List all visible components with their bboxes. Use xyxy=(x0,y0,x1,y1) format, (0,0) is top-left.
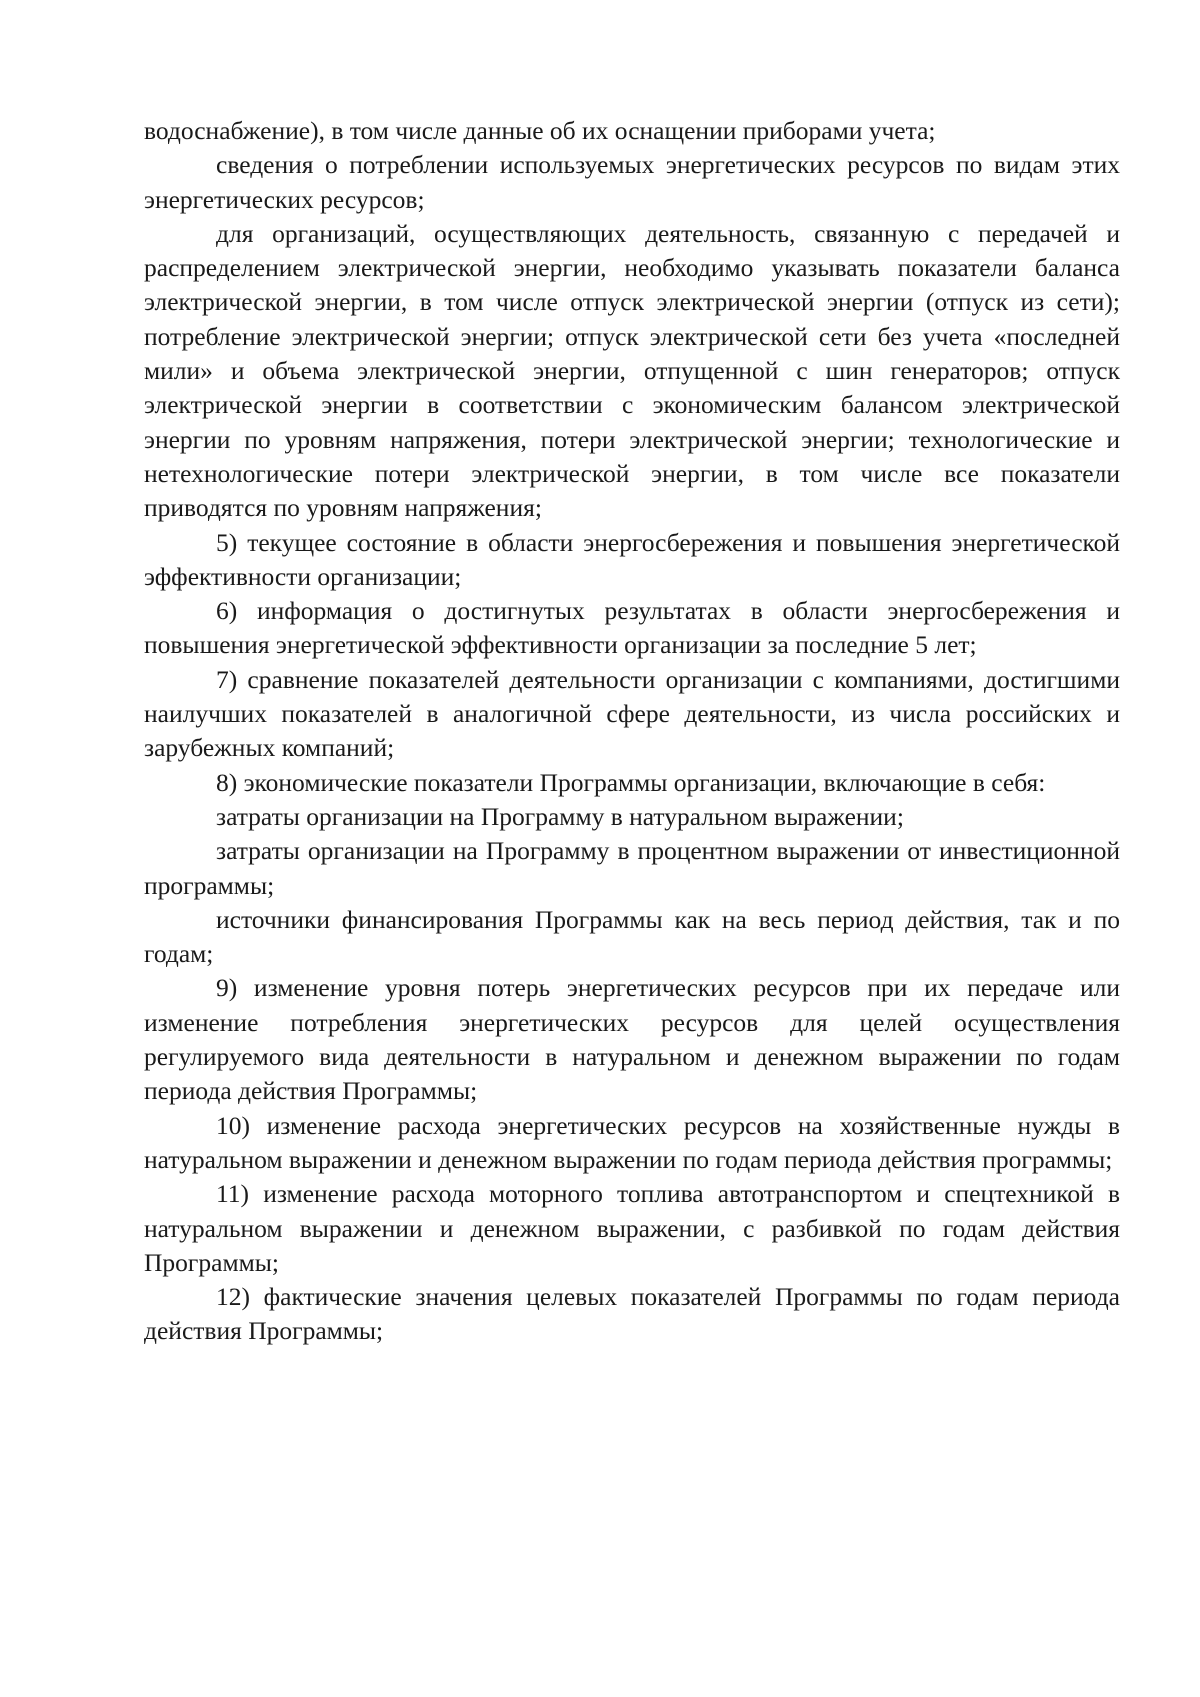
paragraph-item-8: 8) экономические показатели Программы организации, включающие в себя: xyxy=(216,767,1046,797)
paragraph-item-9: 9) изменение уровня потерь энергетических ресурсов при их передаче или изменение потребления энергетических ресурсов для целей осуществления регулируемого вида деятельности в натуральном и денежном выражении по годам периода действия Программы; xyxy=(144,973,1120,1106)
paragraph-item-11: 11) изменение расхода моторного топлива автотранспортом и спецтехникой в натуральном выражении и денежном выражении, с разбивкой по годам действия Программы; xyxy=(144,1179,1120,1277)
paragraph-continuation: водоснабжение), в том числе данные об их оснащении приборами учета; xyxy=(144,116,936,145)
document-body xyxy=(144,114,1120,1349)
paragraph-energy-consumption: сведения о потреблении используемых энергетических ресурсов по видам этих энергетических ресурсов; xyxy=(144,150,1120,214)
paragraph-item-10: 10) изменение расхода энергетических ресурсов на хозяйственные нужды в натуральном выражении и денежном выражении по годам периода действия программы; xyxy=(144,1110,1120,1174)
paragraph-item-7: 7) сравнение показателей деятельности организации с компаниями, достигшими наилучших показателей в аналогичной сфере деятельности, из числа российских и зарубежных компаний; xyxy=(144,664,1120,763)
paragraph-electricity-balance: для организаций, осуществляющих деятельность, связанную с передачей и распределением электрической энергии, необходимо указывать показатели баланса электрической энергии, в том числе отпуск электрической энергии (отпуск из сети); потребление электрической энергии; отпуск электрической сети без учета «последней мили» и объема электрической энергии, отпущенной с шин генераторов; отпуск электрической энергии в соответствии с экономическим балансом электрической энергии по уровням напряжения, потери электрической энергии; технологические и нетехнологические потери электрической энергии, в том числе все показатели приводятся по уровням напряжения; xyxy=(144,218,1120,523)
paragraph-item-5: 5) текущее состояние в области энергосбережения и повышения энергетической эффективности организации; xyxy=(144,527,1120,591)
paragraph-item-6: 6) информация о достигнутых результатах в области энергосбережения и повышения энергетической эффективности организации за последние 5 лет; xyxy=(144,596,1120,660)
paragraph-costs-natural: затраты организации на Программу в натуральном выражении; xyxy=(216,801,904,831)
paragraph-item-12: 12) фактические значения целевых показателей Программы по годам периода действия Программы; xyxy=(144,1282,1120,1346)
paragraph-costs-percent: затраты организации на Программу в процентном выражении от инвестиционной программы; xyxy=(144,836,1120,900)
paragraph-financing-sources: источники финансирования Программы как на весь период действия, так и по годам; xyxy=(144,904,1120,969)
